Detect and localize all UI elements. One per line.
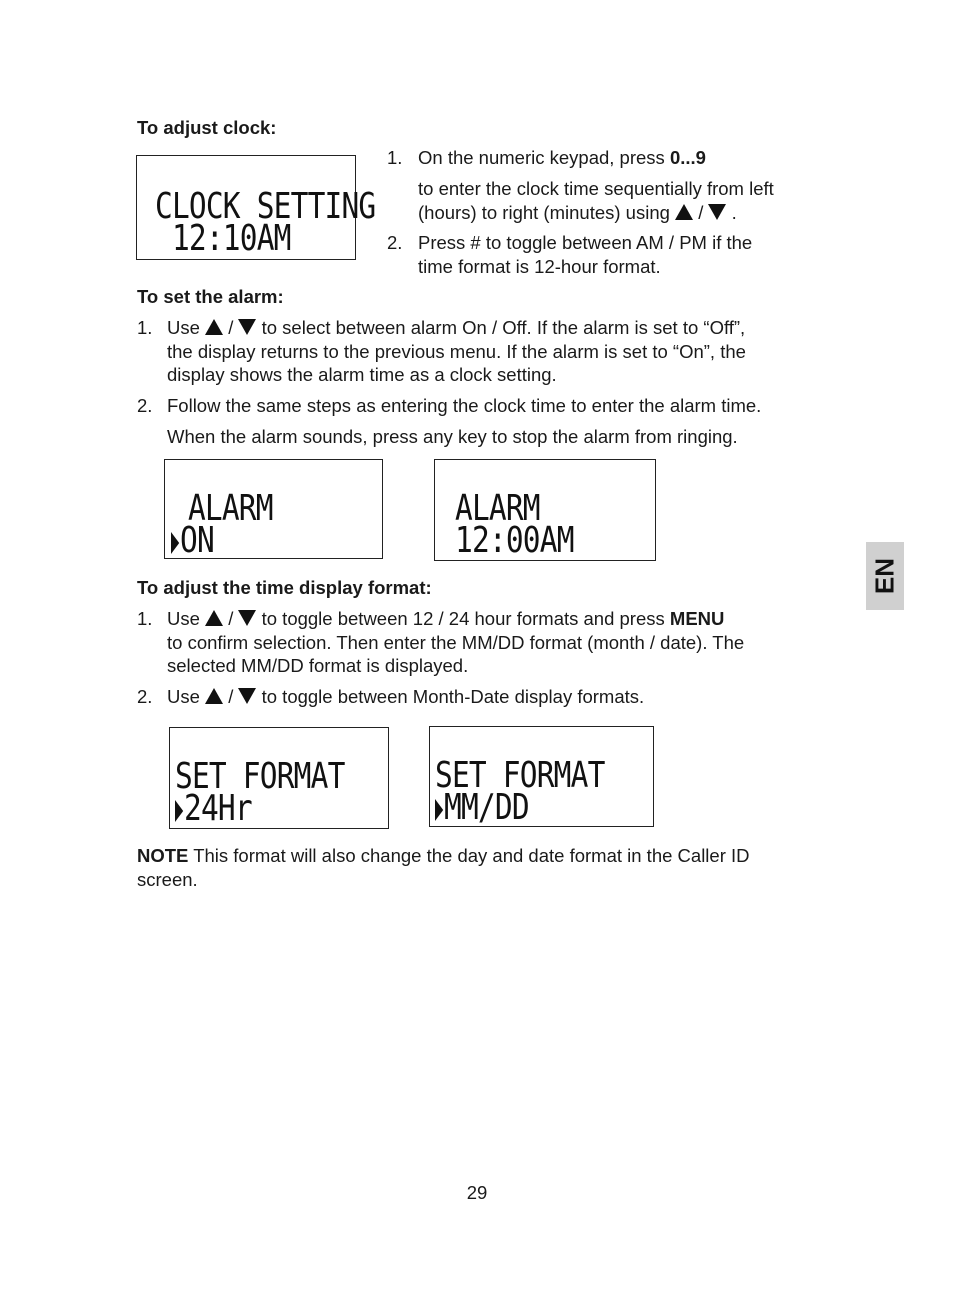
lcd-line-2: MM/DD [435, 791, 529, 825]
note: NOTE This format will also change the day and date format in the Caller ID screen. [137, 845, 750, 890]
lcd-line-2: 12:00AM [455, 520, 574, 561]
up-arrow-icon [205, 610, 223, 626]
lcd-line-2: 12:10AM [155, 218, 291, 259]
section-heading-clock: To adjust clock: [137, 117, 277, 138]
language-tab: EN [866, 542, 904, 610]
lcd-alarm-time [434, 459, 656, 561]
down-arrow-icon [238, 610, 256, 626]
cursor-arrow-icon [435, 799, 443, 821]
clock-step-1-detail: to enter the clock time sequentially from left (hours) to right (minutes) using / . [418, 178, 774, 223]
up-arrow-icon [205, 688, 223, 704]
lcd-format-24hr [169, 727, 389, 829]
up-arrow-icon [675, 204, 693, 220]
page-number: 29 [466, 1182, 488, 1203]
down-arrow-icon [238, 319, 256, 335]
down-arrow-icon [708, 204, 726, 220]
lcd-line-1: ALARM [455, 488, 540, 529]
down-arrow-icon [238, 688, 256, 704]
lcd-line-1: CLOCK SETTING [155, 186, 376, 227]
cursor-arrow-icon [171, 532, 179, 554]
lcd-line-2: ON [171, 524, 214, 558]
cursor-arrow-icon [175, 800, 183, 822]
lcd-alarm-on [164, 459, 383, 559]
lcd-line-1: SET FORMAT [435, 755, 605, 796]
lcd-clock-setting [136, 155, 376, 260]
up-arrow-icon [205, 319, 223, 335]
section-heading-format: To adjust the time display format: [137, 577, 432, 598]
lcd-line-2: 24Hr [175, 792, 252, 826]
lcd-line-1: SET FORMAT [175, 756, 345, 797]
section-heading-alarm: To set the alarm: [137, 286, 284, 307]
lcd-format-mmdd [429, 726, 654, 827]
lcd-line-1: ALARM [171, 488, 273, 529]
